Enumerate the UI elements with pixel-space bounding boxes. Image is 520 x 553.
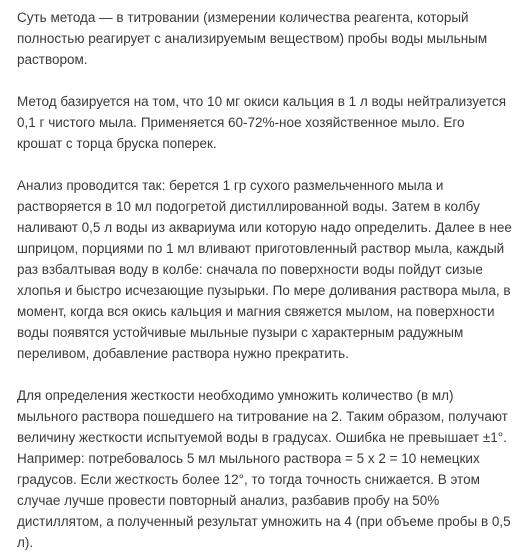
paragraph-method-basis: Метод базируется на том, что 10 мг окиси кальция в 1 л воды нейтрализуется 0,1 г чистого мыла. Применяется 60-72%-ное хозяйственное мыло. Его крошат с торца бруска поперек. (17, 94, 507, 151)
paragraph-method-essence: Суть метода — в титровании (измерении количества реагента, который полностью реагирует с анализируемым веществом) пробы воды мыльным раствором. (17, 10, 488, 67)
paragraph-hardness-calculation: Для определения жесткости необходимо умножить количество (в мл) мыльного раствора пошедшего на титрование на 2. Таким образом, получают величину жесткости испытуемой воды в градусах. Ошибка не превышает ±1°. Например: потребовалось 5 мл мыльного раствора = 5 x 2 = 10 немецких градусов. Если жесткость более 12°, то тогда точность снижается. В этом случае лучше провести повторный анализ, разбавив пробу на 50% дистиллятом, а полученный результат умножить на 4 (при объеме пробы в 0,5 л). (17, 388, 511, 550)
paragraph-analysis-procedure: Анализ проводится так: берется 1 гр сухого размельченного мыла и растворяется в 10 мл подогретой дистиллированной воды. Затем в колбу наливают 0,5 л воды из аквариума или которую надо определить. Далее в нее шприцом, порциями по 1 мл вливают приготовленный раствор мыла, каждый раз взбалтывая воду в колбе: сначала по поверхности воды пойдут сизые хлопья и быстро исчезающие пузырьки. По мере доливания раствора мыла, в момент, когда вся окись кальция и магния свяжется мылом, на поверхности воды появятся устойчивые мыльные пузыри с характерным радужным переливом, добавление раствора нужно прекратить. (17, 178, 512, 361)
